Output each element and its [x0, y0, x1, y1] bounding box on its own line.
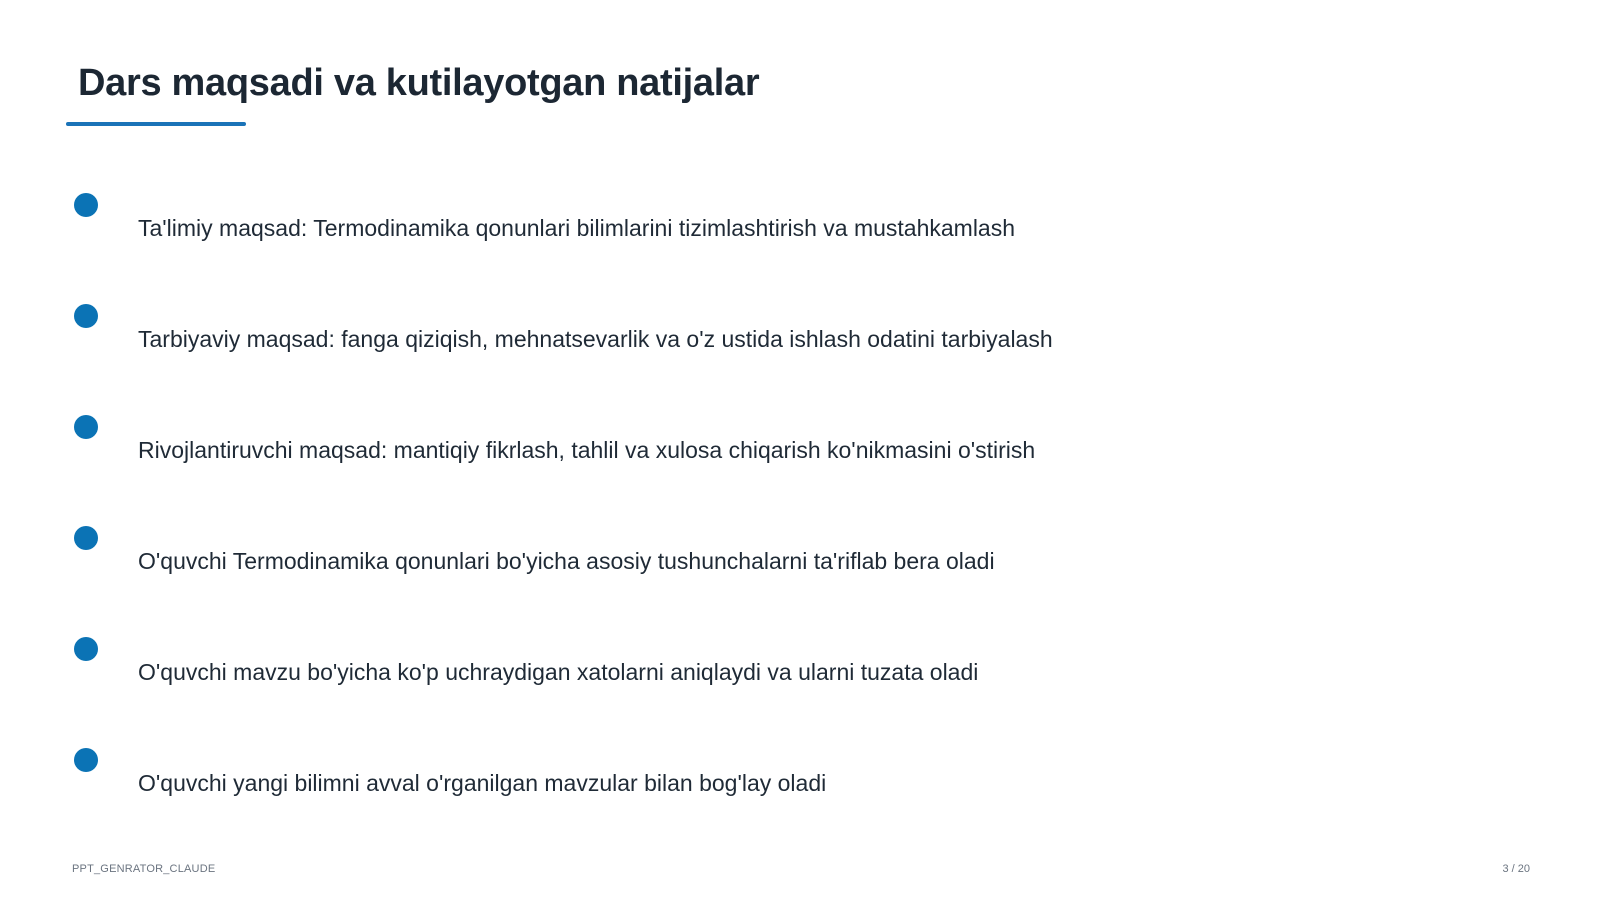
bullet-dot-icon [74, 304, 98, 328]
bullet-dot-icon [74, 193, 98, 217]
bullet-text: Ta'limiy maqsad: Termodinamika qonunlari bilimlarini tizimlashtirish va mustahkamlash [138, 215, 1016, 241]
bullet-text: Rivojlantiruvchi maqsad: mantiqiy fikrlash, tahlil va xulosa chiqarish ko'nikmasini o'stirish [138, 437, 1036, 463]
footer-source-label: PPT_GENRATOR_CLAUDE [72, 863, 216, 875]
bullet-dot-icon [74, 748, 98, 772]
page-number: 3 / 20 [1502, 863, 1530, 875]
bullet-dot-icon [74, 637, 98, 661]
list-item [0, 526, 1600, 626]
bullet-text: O'quvchi yangi bilimni avval o'rganilgan mavzular bilan bog'lay oladi [138, 770, 827, 796]
list-item [0, 748, 1600, 848]
list-item [0, 193, 1600, 293]
list-item [0, 304, 1600, 404]
bullet-dot-icon [74, 415, 98, 439]
bullet-dot-icon [74, 526, 98, 550]
slide-title: Dars maqsadi va kutilayotgan natijalar [78, 62, 760, 104]
bullet-text: O'quvchi Termodinamika qonunlari bo'yicha asosiy tushunchalarni ta'riflab bera oladi [138, 548, 995, 574]
list-item [0, 415, 1600, 515]
bullet-text: O'quvchi mavzu bo'yicha ko'p uchraydigan xatolarni aniqlaydi va ularni tuzata oladi [138, 659, 979, 685]
bullet-text: Tarbiyaviy maqsad: fanga qiziqish, mehnatsevarlik va o'z ustida ishlash odatini tarbiyalash [138, 326, 1053, 352]
list-item [0, 637, 1600, 737]
